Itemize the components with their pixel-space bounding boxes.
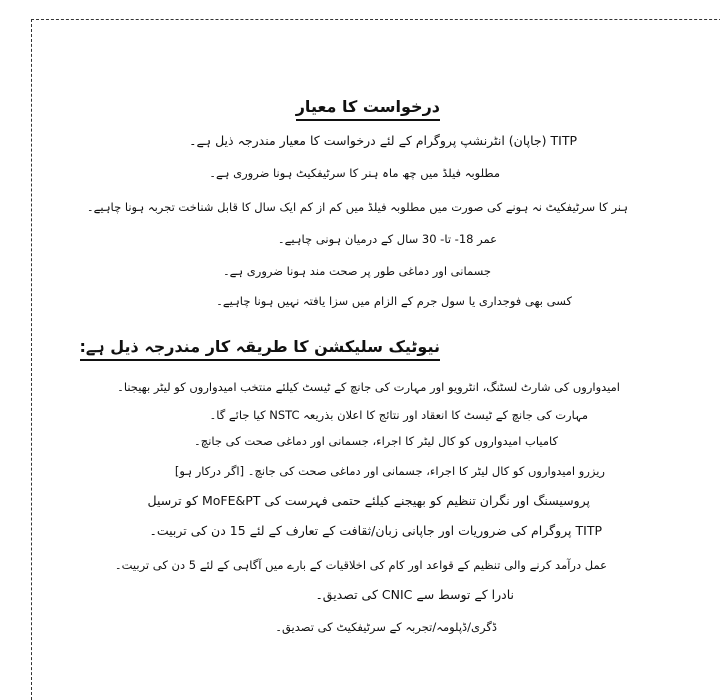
section2-line-5: پروسیسنگ اور نگران تنظیم کو بھیجنے کیلئے حتمی فہرست کی MoFE&PT کو ترسیل	[147, 493, 590, 508]
section1-line-1: TITP (جاپان) انٹرنشپ پروگرام کے لئے درخواست کا معیار مندرجہ ذیل ہے۔	[189, 133, 577, 148]
section1-line-2: مطلوبہ فیلڈ میں چھ ماہ ہنر کا سرٹیفکیٹ ہونا ضروری ہے۔	[209, 166, 500, 180]
section2-line-4: ریزرو امیدواروں کو کال لیٹر کا اجراء، جسمانی اور دماغی صحت کی جانچ۔ [اگر درکار ہو]	[174, 464, 605, 478]
section2-underline	[80, 359, 440, 361]
section1-line-6: کسی بھی فوجداری یا سول جرم کے الزام میں سزا یافتہ نہیں ہونا چاہیے۔	[216, 294, 572, 308]
section1-title: درخواست کا معیار	[295, 97, 440, 116]
section1-line-3: ہنر کا سرٹیفکیٹ نہ ہونے کی صورت میں مطلوبہ فیلڈ میں کم از کم ایک سال کا قابل شناخت تجربہ ہونا چاہیے۔	[86, 200, 628, 214]
section1-line-5: جسمانی اور دماغی طور پر صحت مند ہونا ضروری ہے۔	[222, 264, 491, 278]
section2-title: نیوٹیک سلیکشن کا طریقہ کار مندرجہ ذیل ہے:	[79, 337, 440, 356]
section2-heading	[80, 336, 440, 361]
section1-underline	[296, 119, 440, 121]
section2-line-7: عمل درآمد کرنے والی تنظیم کے قواعد اور کام کی اخلاقیات کے بارے میں آگاہی کے لئے 5 دن کی تربیت۔	[114, 558, 607, 572]
section2-line-6: TITP پروگرام کی ضروریات اور جاپانی زبان/ثقافت کے تعارف کے لئے 15 دن کی تربیت۔	[149, 523, 602, 538]
section1-heading	[296, 96, 440, 121]
section2-line-2: مہارت کی جانچ کے ٹیسٹ کا انعقاد اور نتائج کا اعلان بذریعہ NSTC کیا جائے گا۔	[209, 408, 588, 422]
section2-line-8: نادرا کے توسط سے CNIC کی تصدیق۔	[315, 587, 514, 602]
section2-line-3: کامیاب امیدواروں کو کال لیٹر کا اجراء، جسمانی اور دماغی صحت کی جانچ۔	[194, 434, 558, 448]
section2-line-9: ڈگری/ڈپلومہ/تجربہ کے سرٹیفکیٹ کی تصدیق۔	[275, 620, 497, 634]
section2-line-1: امیدواروں کی شارٹ لسٹنگ، انٹرویو اور مہارت کی جانچ کے ٹیسٹ کیلئے منتخب امیدواروں کو لیٹر بھیجنا۔	[117, 380, 620, 394]
section1-line-4: عمر 18- تا- 30 سال کے درمیان ہونی چاہیے۔	[277, 232, 497, 246]
